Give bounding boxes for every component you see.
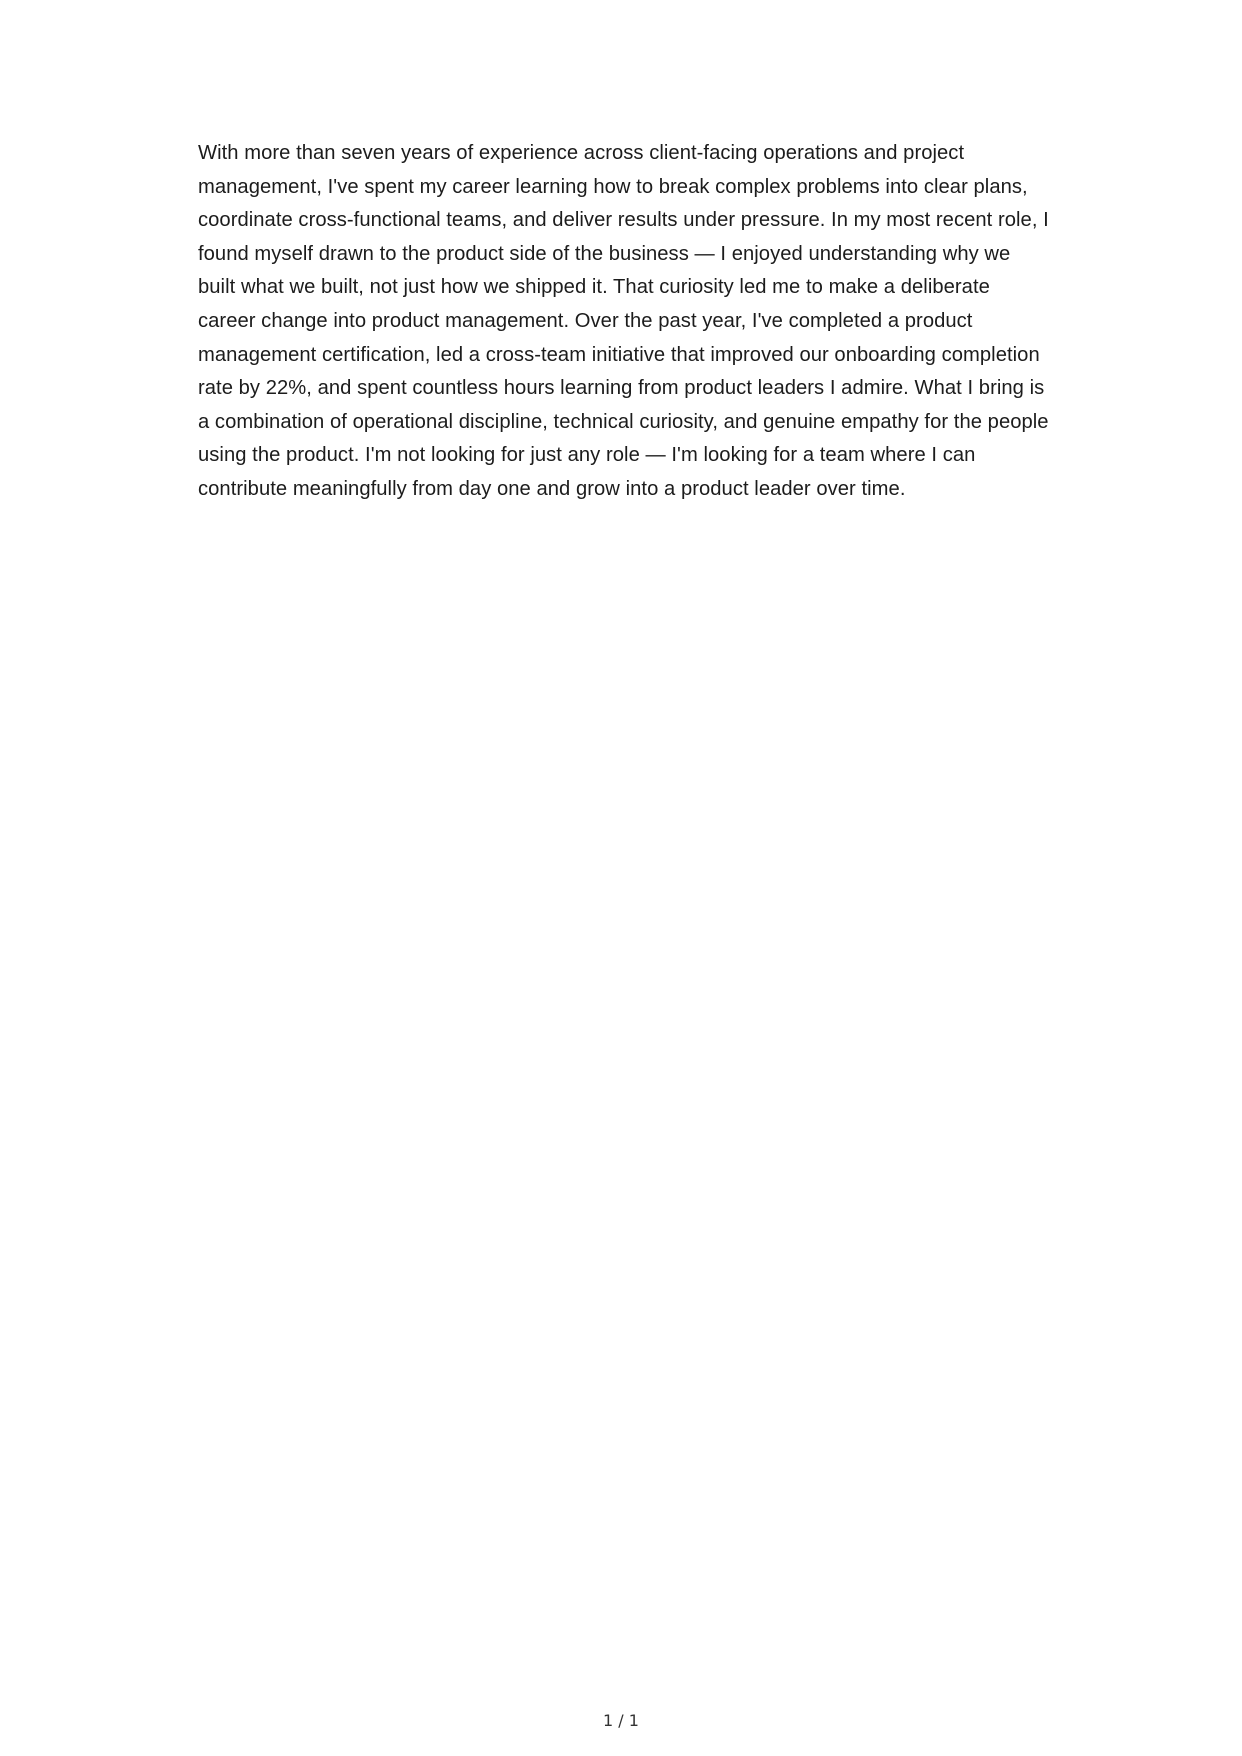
body-paragraph: With more than seven years of experience across client-facing operations and project management, I've spent my career learning how to break complex problems into clear plans, coordinate cross-functional teams, and deliver results under pressure. In my most recent role, I found myself drawn to the product side of the business — I enjoyed understanding why we built what we built, not just how we shipped it. That curiosity led me to make a deliberate career change into product management. Over the past year, I've completed a product management certification, led a cross-team initiative that improved our onboarding completion rate by 22%, and spent countless hours learning from product leaders I admire. What I bring is a combination of operational discipline, technical curiosity, and genuine empathy for the people using the product. I'm not looking for just any role — I'm looking for a team where I can contribute meaningfully from day one and grow into a product leader over time. xyxy=(198,142,1049,500)
page-number: 1 / 1 xyxy=(603,1711,639,1730)
